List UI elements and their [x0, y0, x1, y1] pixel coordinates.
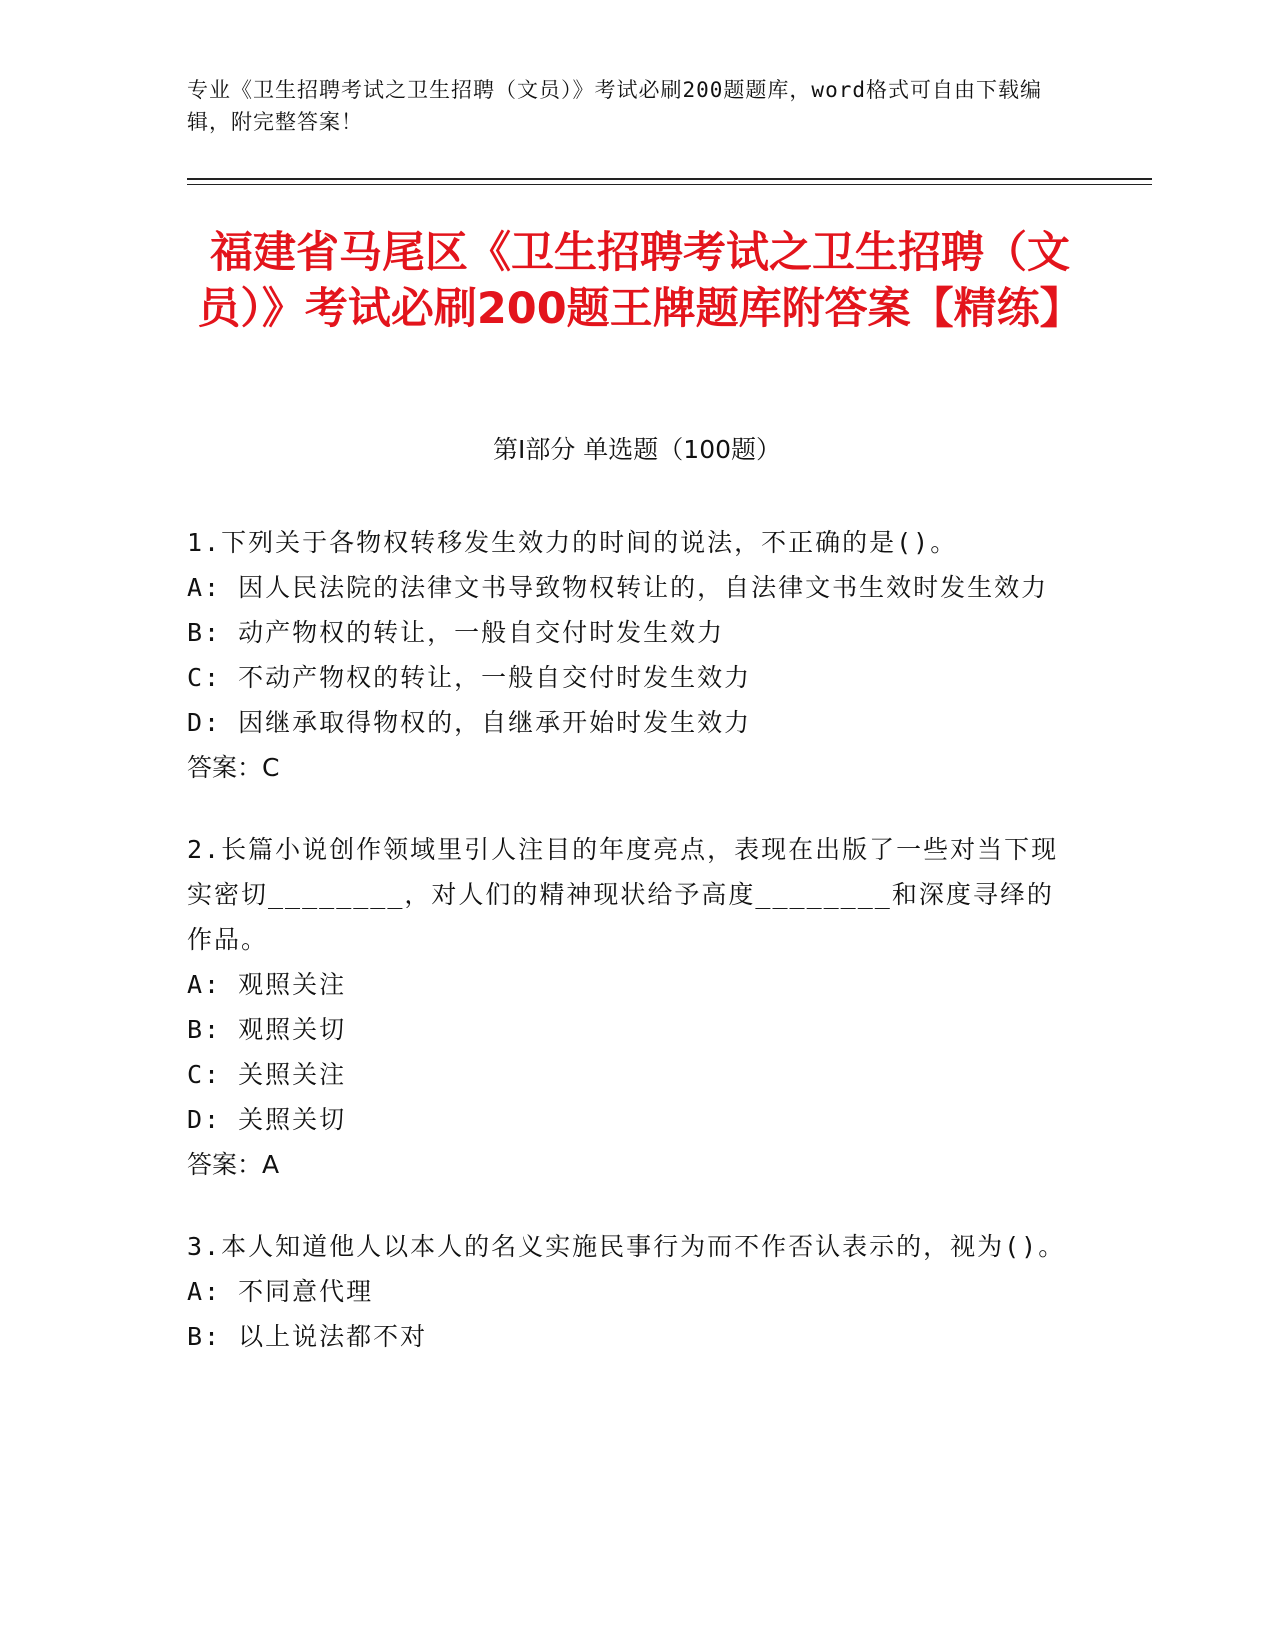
- option-b: B: 动产物权的转让，一般自交付时发生效力: [187, 618, 725, 647]
- option-d: D: 因继承取得物权的，自继承开始时发生效力: [187, 708, 752, 737]
- question-list: [187, 520, 1077, 1396]
- option-d: D: 关照关切: [187, 1105, 347, 1134]
- document-title: 福建省马尾区《卫生招聘考试之卫生招聘（文员）》考试必刷200题王牌题库附答案【精练】: [197, 228, 1083, 334]
- header-divider-thin: [187, 184, 1152, 185]
- section-title: 第I部分 单选题（100题）: [492, 435, 782, 464]
- option-c: C: 不动产物权的转让，一般自交付时发生效力: [187, 663, 752, 692]
- option-b: B: 观照关切: [187, 1015, 347, 1044]
- question-text: 3.本人知道他人以本人的名义实施民事行为而不作否认表示的，视为()。: [187, 1232, 1066, 1261]
- question-2: [187, 827, 1077, 1187]
- option-a: A: 因人民法院的法律文书导致物权转让的，自法律文书生效时发生效力: [187, 573, 1049, 602]
- question-text: 2.长篇小说创作领域里引人注目的年度亮点，表现在出版了一些对当下现实密切________，对人们的精神现状给予高度________和深度寻绎的作品。: [187, 835, 1059, 954]
- option-b: B: 以上说法都不对: [187, 1322, 428, 1351]
- answer: 答案：C: [187, 753, 280, 782]
- answer: 答案：A: [187, 1150, 280, 1179]
- header-divider-thick: [187, 178, 1152, 180]
- option-a: A: 观照关注: [187, 970, 347, 999]
- option-c: C: 关照关注: [187, 1060, 347, 1089]
- header-note: 专业《卫生招聘考试之卫生招聘（文员）》考试必刷200题题库，word格式可自由下载编辑，附完整答案！: [187, 78, 1042, 134]
- question-text: 1.下列关于各物权转移发生效力的时间的说法，不正确的是()。: [187, 528, 958, 557]
- question-1: [187, 520, 1077, 790]
- question-3: [187, 1224, 1077, 1359]
- option-a: A: 不同意代理: [187, 1277, 374, 1306]
